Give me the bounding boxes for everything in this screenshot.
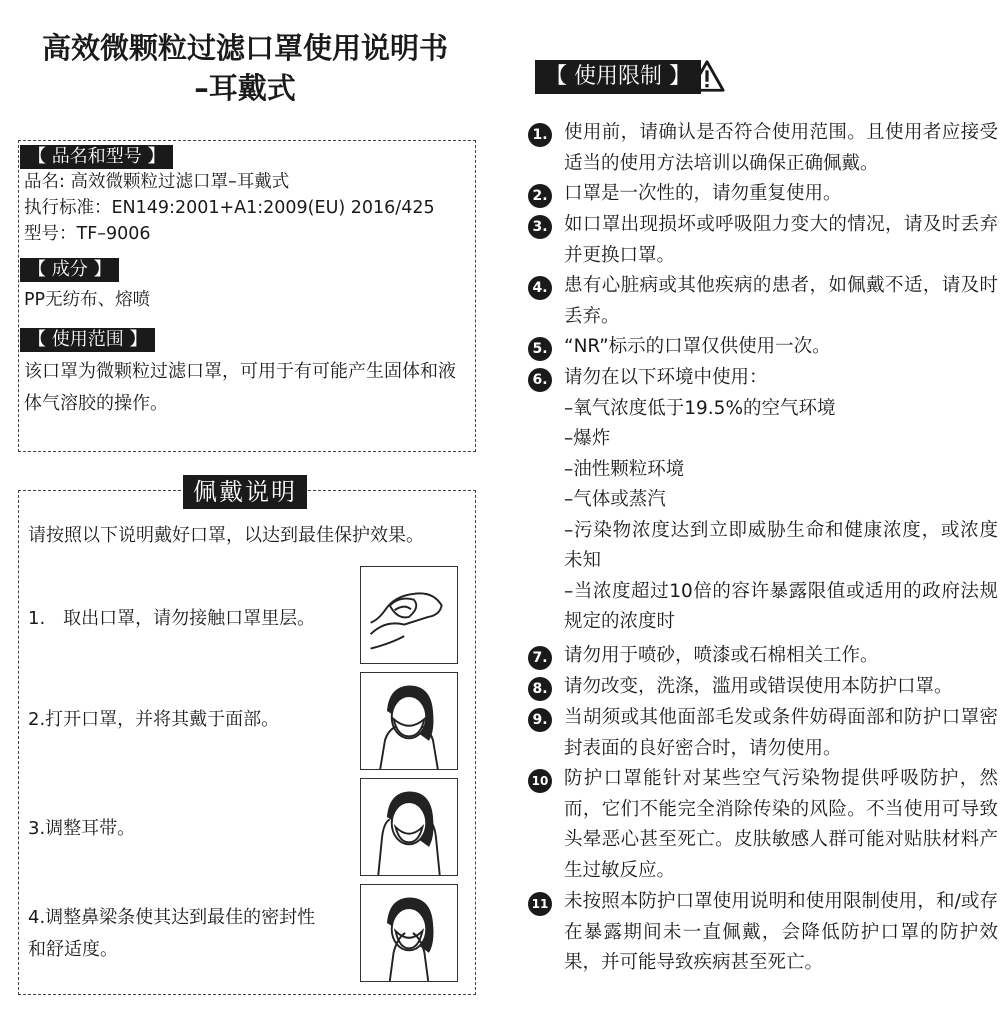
item-text: 使用前，请确认是否符合使用范围。且使用者应接受适当的使用方法培训以确保正确佩戴。: [564, 122, 998, 174]
item-number-badge: 3.: [528, 215, 552, 239]
usage-limit-item: [528, 703, 998, 764]
document-title: 高效微颗粒过滤口罩使用说明书: [41, 31, 448, 65]
usage-limits-title: 【 使用限制 】: [535, 60, 701, 94]
item-number-badge: 8.: [528, 677, 552, 701]
item-text: “NR”标示的口罩仅供使用一次。: [564, 336, 831, 357]
item-number-badge: 1.: [528, 123, 552, 147]
wearing-step-4: 4.调整鼻梁条使其达到最佳的密封性和舒适度。: [28, 907, 316, 960]
usage-limit-item: [528, 332, 998, 363]
product-standard: 执行标准：EN149:2001+A1:2009(EU) 2016/425: [24, 198, 435, 218]
person-adjusting-ear-loops-illustration: [360, 778, 458, 876]
scope-label: 【 使用范围 】: [20, 328, 155, 352]
scope-text: 该口罩为微颗粒过滤口罩，可用于有可能产生固体和液体气溶胶的操作。: [24, 361, 456, 414]
item-text: 请勿用于喷砂，喷漆或石棉相关工作。: [564, 645, 879, 666]
usage-limit-item: [528, 887, 998, 979]
product-label: 【 品名和型号 】: [20, 145, 173, 169]
item-number-badge: 11: [528, 892, 552, 916]
item-text: 请勿改变，洗涤，滥用或错误使用本防护口罩。: [564, 676, 953, 697]
item-number-badge: 5.: [528, 337, 552, 361]
wearing-step-3: 3.调整耳带。: [28, 818, 136, 839]
usage-limit-item: [528, 118, 998, 179]
warning-icon: [688, 58, 726, 94]
product-model: 型号：TF–9006: [24, 224, 151, 244]
item-number-badge: 7.: [528, 646, 552, 670]
composition-label: 【 成分 】: [20, 258, 119, 282]
wearing-step-1: 1. 取出口罩，请勿接触口罩里层。: [28, 608, 316, 629]
item-sub-condition: –油性颗粒环境: [564, 458, 685, 480]
hand-holding-mask-illustration: [360, 566, 458, 664]
person-putting-on-mask-illustration: [360, 672, 458, 770]
item-text: 患有心脏病或其他疾病的患者，如佩戴不适，请及时丢弃。: [564, 275, 998, 327]
item-sub-condition: –爆炸: [564, 428, 611, 449]
item-sub-condition: –污染物浓度达到立即威胁生命和健康浓度，或浓度未知: [564, 519, 998, 571]
wearing-title: 佩戴说明: [183, 475, 307, 509]
product-name: 品名: 高效微颗粒过滤口罩–耳戴式: [24, 172, 290, 192]
item-number-badge: 2.: [528, 184, 552, 208]
wearing-intro: 请按照以下说明戴好口罩，以达到最佳保护效果。: [28, 525, 424, 546]
item-sub-condition: –气体或蒸汽: [564, 489, 666, 510]
composition-text: PP无纺布、熔喷: [24, 290, 151, 310]
usage-limit-item: [528, 210, 998, 271]
item-text: 口罩是一次性的，请勿重复使用。: [564, 183, 842, 204]
usage-limit-item: [528, 363, 998, 638]
item-number-badge: 9.: [528, 708, 552, 732]
item-number-badge: 6.: [528, 368, 552, 392]
item-sub-condition: –当浓度超过10倍的容许暴露限值或适用的政府法规规定的浓度时: [564, 580, 998, 632]
item-sub-condition: –氧气浓度低于19.5%的空气环境: [564, 397, 836, 419]
usage-limit-item: [528, 672, 998, 703]
wearing-step-2: 2.打开口罩，并将其戴于面部。: [28, 709, 280, 730]
item-number-badge: 10: [528, 769, 552, 793]
usage-limit-item: [528, 764, 998, 886]
item-text: 防护口罩能针对某些空气污染物提供呼吸防护，然而，它们不能完全消除传染的风险。不当使用可导致头晕恶心甚至死亡。皮肤敏感人群可能对贴肤材料产生过敏反应。: [564, 768, 998, 881]
item-text: 当胡须或其他面部毛发或条件妨碍面部和防护口罩密封表面的良好密合时，请勿使用。: [564, 707, 998, 759]
item-number-badge: 4.: [528, 276, 552, 300]
item-text: 请勿在以下环境中使用：: [564, 367, 768, 388]
item-text: 如口罩出现损坏或呼吸阻力变大的情况，请及时丢弃并更换口罩。: [564, 214, 998, 266]
usage-limit-item: [528, 641, 998, 672]
person-adjusting-nose-clip-illustration: [360, 884, 458, 982]
document-subtitle: –耳戴式: [194, 71, 296, 105]
usage-limit-item: [528, 179, 998, 210]
usage-limit-item: [528, 271, 998, 332]
item-text: 未按照本防护口罩使用说明和使用限制使用，和/或存在暴露期间未一直佩戴，会降低防护口罩的防护效果，并可能导致疾病甚至死亡。: [564, 891, 998, 973]
